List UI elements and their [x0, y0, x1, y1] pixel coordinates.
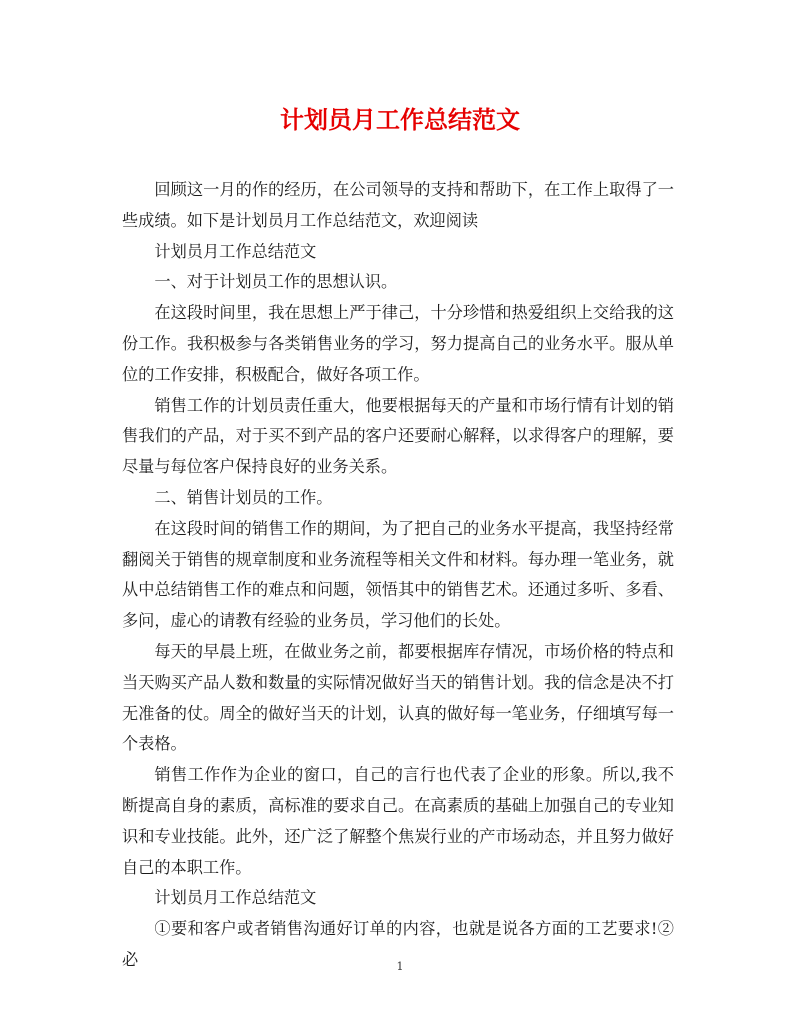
document-body — [122, 175, 674, 976]
paragraph: 每天的早晨上班，在做业务之前，都要根据库存情况，市场价格的特点和当天购买产品人数和数量的实际情况做好当天的销售计划。我的信念是决不打无准备的仗。周全的做好当天的计划，认真的做好每一笔业务，仔细填写每一个表格。 — [122, 641, 674, 754]
section-heading-2: 二、销售计划员的工作。 — [154, 487, 333, 507]
paragraph: ①要和客户或者销售沟通好订单的内容，也就是说各方面的工艺要求!②必 — [122, 919, 674, 969]
page-number: 1 — [396, 960, 404, 973]
paragraph: 在这段时间的销售工作的期间，为了把自己的业务水平提高，我坚持经常翻阅关于销售的规章制度和业务流程等相关文件和材料。每办理一笔业务，就从中总结销售工作的难点和问题，领悟其中的销售艺术。还通过多听、多看、多问，虚心的请教有经验的业务员，学习他们的长处。 — [122, 518, 674, 631]
section-heading-1: 一、对于计划员工作的思想认识。 — [154, 272, 398, 292]
paragraph-subtitle: 计划员月工作总结范文 — [154, 241, 317, 261]
paragraph-subtitle: 计划员月工作总结范文 — [154, 888, 317, 908]
document-title: 计划员月工作总结范文 — [280, 105, 520, 134]
paragraph: 销售工作作为企业的窗口，自己的言行也代表了企业的形象。所以,我不断提高自身的素质，高标准的要求自己。在高素质的基础上加强自己的专业知识和专业技能。此外，还广泛了解整个焦炭行业的产市场动态，并且努力做好自己的本职工作。 — [122, 765, 674, 877]
paragraph-intro: 回顾这一月的作的经历，在公司领导的支持和帮助下，在工作上取得了一些成绩。如下是计划员月工作总结范文，欢迎阅读 — [122, 180, 674, 230]
paragraph: 在这段时间里，我在思想上严于律己，十分珍惜和热爱组织上交给我的这份工作。我积极参与各类销售业务的学习，努力提高自己的业务水平。服从单位的工作安排，积极配合，做好各项工作。 — [122, 303, 674, 384]
paragraph: 销售工作的计划员责任重大，他要根据每天的产量和市场行情有计划的销售我们的产品，对于买不到产品的客户还要耐心解释，以求得客户的理解，要尽量与每位客户保持良好的业务关系。 — [122, 395, 674, 477]
